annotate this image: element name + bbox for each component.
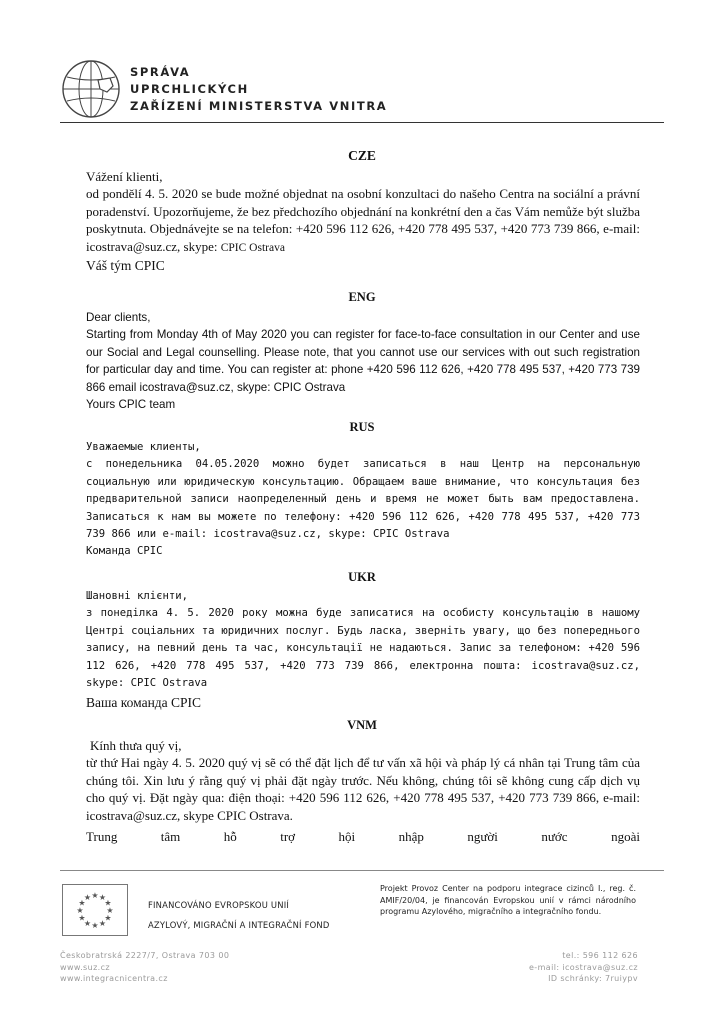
org-line: ZAŘÍZENÍ MINISTERSTVA VNITRA	[130, 99, 388, 113]
globe-logo-icon	[60, 58, 122, 120]
section-body: с понедельника 04.05.2020 можно будет записаться в наш Центр на персональную социальную или юридическую консультацию. Обращаем ваше внимание, что консультация без предварительной записи наопределенный день и время не может быть вам предоставлена. Записаться к нам вы можете по телефону: +420 596 112 626, +420 778 495 537, +420 773 739 866 или e-mail: icostrava@suz.cz, skype: CPIC Ostrava	[86, 458, 640, 541]
organization-name	[130, 64, 387, 115]
signature-word: tâm	[160, 829, 181, 845]
section-title-rus: RUS	[349, 420, 375, 434]
website-link[interactable]: www.integracnicentra.cz	[60, 974, 168, 983]
website-link[interactable]: www.suz.cz	[60, 962, 111, 972]
eu-star-icon: ★	[91, 891, 99, 900]
body-text: od pondělí 4. 5. 2020 se bude možné objednat na osobní konzultaci do našeho Centra na sociální a právní poradenství. Upozorňujeme, že bez předchozího objednání na konkrétní den a čas Vám nemůže být služba poskytnuta. Objednávejte se na telefon: +420 596 112 626, +420 778 495 537, +420 773 739 866, e-mail: icostrava@suz.cz, skype:	[86, 186, 640, 254]
section-eng	[86, 309, 640, 413]
eu-star-icon: ★	[104, 913, 112, 923]
section-body: Starting from Monday 4th of May 2020 you can register for face-to-face consultation in our Center and use our Social and Legal counselling. Please note, that you cannot use our services with out such registration for particular day and time. You can register at: phone +420 596 112 626, +420 778 495 537, +420 773 739 866 email icostrava@suz.cz, skype: CPIC Ostrava	[86, 328, 640, 394]
signature-word: ngoài	[611, 829, 640, 845]
section-title-vnm: VNM	[347, 718, 377, 732]
eu-star-icon: ★	[78, 913, 86, 923]
funding-label	[148, 895, 330, 935]
signature-word: người	[467, 829, 498, 845]
org-line: UPRCHLICKÝCH	[130, 82, 249, 96]
eu-star-icon: ★	[76, 906, 84, 915]
eu-star-icon: ★	[98, 919, 107, 928]
signature: Váš tým CPIC	[86, 258, 165, 274]
eu-star-icon: ★	[91, 921, 99, 930]
footer-divider	[60, 870, 664, 871]
eu-stars-icon	[63, 885, 127, 935]
signature-word: trợ	[280, 829, 296, 845]
section-title-eng: ENG	[348, 290, 376, 304]
signature: Yours CPIC team	[86, 398, 176, 412]
signature: Ваша команда CPIC	[86, 695, 202, 711]
section-vnm	[86, 737, 640, 845]
eu-star-icon: ★	[106, 906, 114, 915]
greeting: Vážení klienti,	[86, 169, 163, 184]
email-link[interactable]: e-mail: icostrava@suz.cz	[528, 962, 638, 972]
section-title-cze: CZE	[348, 148, 376, 163]
org-line: SPRÁVA	[130, 65, 191, 79]
fund-line: FINANCOVÁNO EVROPSKOU UNIÍ	[148, 900, 290, 910]
signature-word: hỗ	[223, 829, 237, 845]
header-divider	[60, 122, 664, 123]
address-line: Českobratrská 2227/7, Ostrava 703 00	[60, 951, 230, 960]
eu-star-icon: ★	[104, 898, 112, 908]
greeting: Шановні клієнти,	[86, 590, 189, 602]
section-title-ukr: UKR	[348, 570, 376, 584]
fund-line: AZYLOVÝ, MIGRAČNÍ A INTEGRAČNÍ FOND	[148, 920, 330, 930]
address-block	[60, 950, 229, 985]
phone-line: tel.: 596 112 626	[562, 951, 638, 960]
signature-word: Trung	[86, 829, 118, 845]
greeting: Уважаемые клиенты,	[86, 441, 201, 453]
eu-star-icon: ★	[83, 893, 92, 902]
signature	[86, 828, 640, 845]
section-cze	[86, 168, 640, 274]
signature-word: hội	[338, 829, 356, 845]
eu-star-icon: ★	[78, 898, 86, 908]
signature: Команда CPIC	[86, 545, 163, 558]
section-ukr	[86, 588, 640, 712]
project-note: Projekt Provoz Center na podporu integrace cizinců I., reg. č. AMIF/20/04, je financován Evropskou unií v rámci národního programu Azylového, migračního a integračního fondu.	[380, 884, 636, 917]
section-rus	[86, 439, 640, 561]
letterhead	[60, 58, 660, 118]
signature-word: nước	[541, 829, 568, 845]
signature-word: nhập	[398, 829, 424, 845]
greeting: Kính thưa quý vị,	[90, 738, 182, 753]
contact-block	[529, 950, 638, 985]
section-body: từ thứ Hai ngày 4. 5. 2020 quý vị sẽ có thể đặt lịch để tư vấn xã hội và pháp lý cá nhân tại Trung tâm của chúng tôi. Xin lưu ý rằng quý vị phải đặt ngày trước. Nếu không, chúng tôi sẽ không cung cấp dịch vụ cho quý vị. Đặt ngày qua: điện thoại: +420 596 112 626, +420 778 495 537, +420 773 739 866, e-mail: icostrava@suz.cz, skype CPIC Ostrava.	[86, 755, 640, 823]
skype-handle: CPIC Ostrava	[220, 241, 285, 254]
eu-star-icon: ★	[98, 893, 107, 902]
databox-id: ID schránky: 7ruiypv	[548, 974, 638, 983]
eu-star-icon: ★	[83, 919, 92, 928]
eu-flag	[62, 884, 128, 936]
greeting: Dear clients,	[86, 311, 151, 324]
section-body	[86, 185, 640, 257]
section-body: з понеділка 4. 5. 2020 року можна буде записатися на особисту консультацію в нашому Центрі соціальних та юридичних послуг. Будь ласка, зверніть увагу, що без попереднього запису, на певний день та час, консультації не надаються. Запис за телефоном: +420 596 112 626, +420 778 495 537, +420 773 739 866, електронна пошта: icostrava@suz.cz, skype: CPIC Ostrava	[86, 607, 640, 690]
